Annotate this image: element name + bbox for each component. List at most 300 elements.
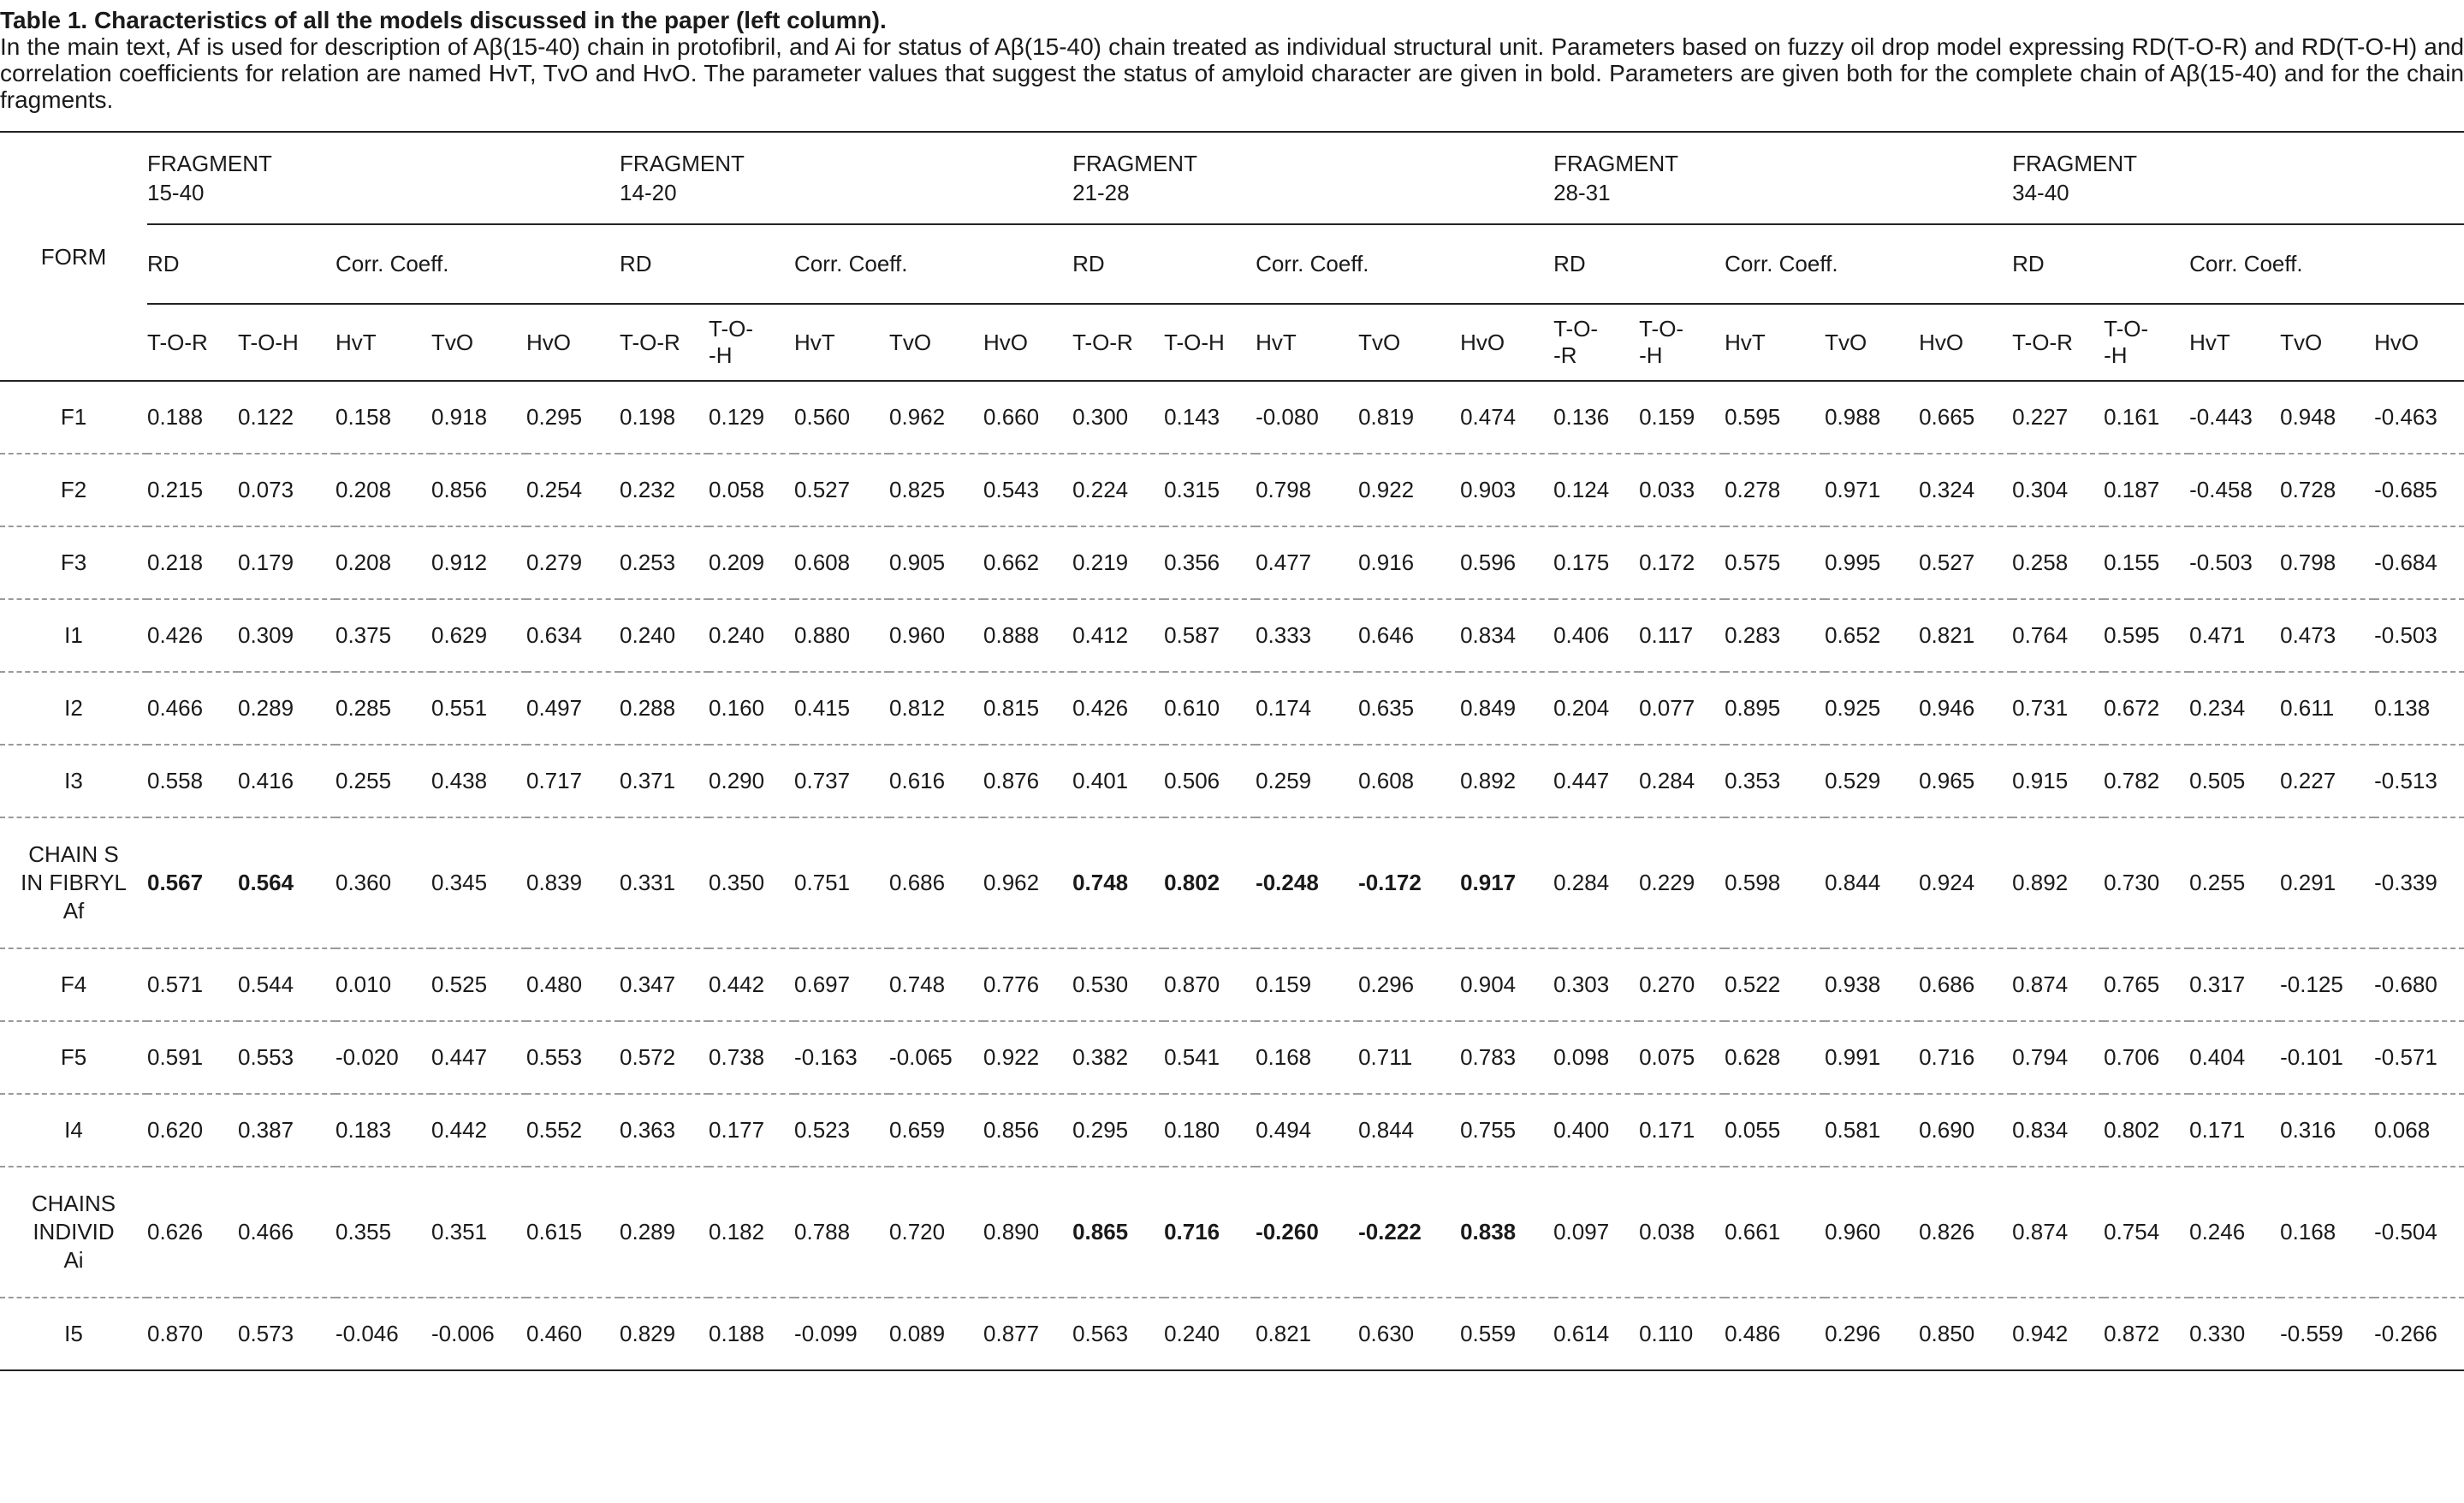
value-cell: 0.764: [2012, 599, 2104, 672]
value-cell: 0.960: [1825, 1167, 1919, 1298]
parameter-header: HvO: [983, 304, 1072, 381]
value-cell: 0.155: [2104, 526, 2189, 599]
value-cell: 0.751: [794, 817, 889, 948]
value-cell: -0.559: [2280, 1298, 2374, 1370]
value-cell: 0.316: [2280, 1094, 2374, 1167]
table-row: [0, 454, 2464, 526]
parameter-header: T-O-R: [2012, 304, 2104, 381]
value-cell: 0.353: [1725, 745, 1825, 817]
value-cell: 0.284: [1639, 745, 1725, 817]
value-cell: 0.333: [1256, 599, 1358, 672]
value-cell: 0.925: [1825, 672, 1919, 745]
form-cell: I4: [0, 1094, 147, 1167]
bold-value: 0.838: [1460, 1219, 1517, 1245]
value-cell: -0.101: [2280, 1021, 2374, 1094]
table-description: In the main text, Af is used for description of Aβ(15-40) chain in protofibril, and Ai for status of Aβ(15-40) chain treated as individual structural unit. Parameters based on fuzzy oil drop model expressing RD(T-O-R) and RD(T-O-H) and correlation coefficients for relation are named HvT, TvO and HvO. The parameter values that suggest the status of amyloid character are given in bold. Parameters are given both for the complete chain of Aβ(15-40) and for the chain fragments.: [0, 33, 2464, 113]
value-cell: -0.513: [2374, 745, 2464, 817]
value-cell: 0.660: [983, 381, 1072, 454]
value-cell: 0.356: [1164, 526, 1256, 599]
rd-group-header: RD: [147, 224, 335, 304]
value-cell: 0.177: [709, 1094, 794, 1167]
value-cell: -0.463: [2374, 381, 2464, 454]
value-cell: 0.610: [1164, 672, 1256, 745]
value-cell: 0.208: [335, 454, 431, 526]
value-cell: 0.234: [2189, 672, 2280, 745]
value-cell: 0.628: [1725, 1021, 1825, 1094]
value-cell: 0.415: [794, 672, 889, 745]
fragment-label: FRAGMENT: [1553, 151, 1678, 176]
value-cell: 0.291: [2280, 817, 2374, 948]
fragment-range: 14-20: [620, 180, 677, 205]
value-cell: 0.055: [1725, 1094, 1825, 1167]
value-cell: 0.527: [794, 454, 889, 526]
parameter-header: TvO: [1825, 304, 1919, 381]
value-cell: 0.587: [1164, 599, 1256, 672]
value-cell: 0.289: [238, 672, 335, 745]
value-cell: 0.558: [147, 745, 238, 817]
value-cell: 0.938: [1825, 948, 1919, 1021]
fragment-range: 15-40: [147, 180, 205, 205]
value-cell: 0.351: [431, 1167, 526, 1298]
table-row: [0, 672, 2464, 745]
value-cell: -0.503: [2374, 599, 2464, 672]
value-cell: 0.634: [526, 599, 620, 672]
value-cell: 0.960: [889, 599, 983, 672]
value-cell: 0.355: [335, 1167, 431, 1298]
value-cell: 0.068: [2374, 1094, 2464, 1167]
value-cell: 0.616: [889, 745, 983, 817]
value-cell: 0.892: [2012, 817, 2104, 948]
value-cell: 0.303: [1553, 948, 1639, 1021]
value-cell: 0.798: [1256, 454, 1358, 526]
fragment-label: FRAGMENT: [147, 151, 272, 176]
value-cell: 0.915: [2012, 745, 2104, 817]
value-cell: [1256, 817, 1358, 948]
fragment-header: [620, 132, 1072, 224]
parameter-header: T-O-R: [1072, 304, 1164, 381]
bold-value: 0.564: [238, 870, 294, 895]
value-cell: 0.168: [2280, 1167, 2374, 1298]
parameter-header: T-O- -H: [709, 304, 794, 381]
value-cell: -0.080: [1256, 381, 1358, 454]
value-cell: 0.595: [2104, 599, 2189, 672]
value-cell: 0.172: [1639, 526, 1725, 599]
value-cell: 0.614: [1553, 1298, 1639, 1370]
form-cell: I3: [0, 745, 147, 817]
value-cell: 0.888: [983, 599, 1072, 672]
value-cell: 0.404: [2189, 1021, 2280, 1094]
value-cell: 0.161: [2104, 381, 2189, 454]
value-cell: 0.183: [335, 1094, 431, 1167]
parameter-header: HvT: [335, 304, 431, 381]
value-cell: 0.416: [238, 745, 335, 817]
table-row: [0, 599, 2464, 672]
value-cell: 0.965: [1919, 745, 2012, 817]
value-cell: 0.289: [620, 1167, 709, 1298]
fragment-label: FRAGMENT: [1072, 151, 1197, 176]
value-cell: 0.442: [709, 948, 794, 1021]
value-cell: [1358, 817, 1460, 948]
value-cell: 0.227: [2280, 745, 2374, 817]
value-cell: 0.187: [2104, 454, 2189, 526]
value-cell: 0.360: [335, 817, 431, 948]
value-cell: 0.720: [889, 1167, 983, 1298]
value-cell: 0.098: [1553, 1021, 1639, 1094]
value-cell: 0.124: [1553, 454, 1639, 526]
value-cell: 0.596: [1460, 526, 1553, 599]
value-cell: 0.371: [620, 745, 709, 817]
value-cell: -0.125: [2280, 948, 2374, 1021]
bold-value: 0.567: [147, 870, 204, 895]
value-cell: 0.765: [2104, 948, 2189, 1021]
corr-coeff-group-header: Corr. Coeff.: [2189, 224, 2464, 304]
fragment-label: FRAGMENT: [620, 151, 745, 176]
form-cell: CHAINS INDIVID Ai: [0, 1167, 147, 1298]
value-cell: 0.474: [1460, 381, 1553, 454]
value-cell: 0.716: [1919, 1021, 2012, 1094]
value-cell: 0.630: [1358, 1298, 1460, 1370]
value-cell: 0.283: [1725, 599, 1825, 672]
value-cell: [147, 817, 238, 948]
value-cell: 0.350: [709, 817, 794, 948]
value-cell: -0.504: [2374, 1167, 2464, 1298]
bold-value: 0.802: [1164, 870, 1220, 895]
value-cell: 0.794: [2012, 1021, 2104, 1094]
value-cell: -0.680: [2374, 948, 2464, 1021]
value-cell: -0.685: [2374, 454, 2464, 526]
parameter-header: TvO: [431, 304, 526, 381]
value-cell: 0.168: [1256, 1021, 1358, 1094]
value-cell: 0.198: [620, 381, 709, 454]
value-cell: 0.229: [1639, 817, 1725, 948]
fragment-header: [2012, 132, 2464, 224]
value-cell: 0.551: [431, 672, 526, 745]
value-cell: 0.856: [983, 1094, 1072, 1167]
value-cell: -0.684: [2374, 526, 2464, 599]
value-cell: 0.382: [1072, 1021, 1164, 1094]
value-cell: 0.331: [620, 817, 709, 948]
table-row: [0, 817, 2464, 948]
value-cell: 0.728: [2280, 454, 2374, 526]
value-cell: 0.581: [1825, 1094, 1919, 1167]
value-cell: 0.635: [1358, 672, 1460, 745]
value-cell: -0.163: [794, 1021, 889, 1094]
value-cell: 0.204: [1553, 672, 1639, 745]
value-cell: 0.179: [238, 526, 335, 599]
value-cell: 0.552: [526, 1094, 620, 1167]
parameter-header: TvO: [2280, 304, 2374, 381]
value-cell: 0.284: [1553, 817, 1639, 948]
rd-group-header: RD: [620, 224, 794, 304]
value-cell: 0.872: [2104, 1298, 2189, 1370]
value-cell: 0.073: [238, 454, 335, 526]
value-cell: 0.253: [620, 526, 709, 599]
value-cell: 0.171: [2189, 1094, 2280, 1167]
rd-group-header: RD: [2012, 224, 2189, 304]
value-cell: 0.218: [147, 526, 238, 599]
value-cell: 0.553: [238, 1021, 335, 1094]
fragment-range: 21-28: [1072, 180, 1130, 205]
value-cell: 0.129: [709, 381, 794, 454]
value-cell: 0.812: [889, 672, 983, 745]
parameter-header: TvO: [889, 304, 983, 381]
parameter-header: HvT: [794, 304, 889, 381]
value-cell: -0.503: [2189, 526, 2280, 599]
value-cell: -0.266: [2374, 1298, 2464, 1370]
value-cell: 0.738: [709, 1021, 794, 1094]
value-cell: 0.652: [1825, 599, 1919, 672]
value-cell: 0.330: [2189, 1298, 2280, 1370]
value-cell: 0.922: [983, 1021, 1072, 1094]
value-cell: -0.065: [889, 1021, 983, 1094]
parameter-header: HvO: [526, 304, 620, 381]
value-cell: 0.038: [1639, 1167, 1725, 1298]
value-cell: 0.033: [1639, 454, 1725, 526]
value-cell: 0.473: [2280, 599, 2374, 672]
value-cell: 0.117: [1639, 599, 1725, 672]
value-cell: 0.844: [1358, 1094, 1460, 1167]
rd-group-header: RD: [1072, 224, 1256, 304]
value-cell: 0.122: [238, 381, 335, 454]
value-cell: 0.347: [620, 948, 709, 1021]
parameter-header: T-O- -H: [2104, 304, 2189, 381]
table-title: Table 1. Characteristics of all the models discussed in the paper (left column).: [0, 7, 887, 33]
value-cell: 0.754: [2104, 1167, 2189, 1298]
form-cell: CHAIN S IN FIBRYL Af: [0, 817, 147, 948]
value-cell: 0.412: [1072, 599, 1164, 672]
value-cell: 0.477: [1256, 526, 1358, 599]
value-cell: 0.849: [1460, 672, 1553, 745]
value-cell: [238, 817, 335, 948]
value-cell: 0.905: [889, 526, 983, 599]
value-cell: -0.443: [2189, 381, 2280, 454]
value-cell: [1460, 1167, 1553, 1298]
value-cell: 0.315: [1164, 454, 1256, 526]
value-cell: 0.527: [1919, 526, 2012, 599]
value-cell: 0.175: [1553, 526, 1639, 599]
value-cell: 0.802: [2104, 1094, 2189, 1167]
value-cell: 0.159: [1639, 381, 1725, 454]
value-cell: 0.159: [1256, 948, 1358, 1021]
value-cell: 0.912: [431, 526, 526, 599]
value-cell: 0.541: [1164, 1021, 1256, 1094]
value-cell: 0.522: [1725, 948, 1825, 1021]
value-cell: 0.529: [1825, 745, 1919, 817]
value-cell: 0.300: [1072, 381, 1164, 454]
table-caption: [0, 0, 2464, 113]
value-cell: 0.629: [431, 599, 526, 672]
value-cell: 0.246: [2189, 1167, 2280, 1298]
value-cell: 0.406: [1553, 599, 1639, 672]
bold-value: -0.260: [1256, 1219, 1319, 1245]
value-cell: 0.661: [1725, 1167, 1825, 1298]
value-cell: [1164, 817, 1256, 948]
corr-coeff-group-header: Corr. Coeff.: [1725, 224, 2012, 304]
value-cell: 0.706: [2104, 1021, 2189, 1094]
value-cell: 0.711: [1358, 1021, 1460, 1094]
value-cell: 0.447: [431, 1021, 526, 1094]
value-cell: 0.525: [431, 948, 526, 1021]
value-cell: 0.447: [1553, 745, 1639, 817]
value-cell: -0.458: [2189, 454, 2280, 526]
value-cell: 0.188: [709, 1298, 794, 1370]
value-cell: 0.560: [794, 381, 889, 454]
parameter-header: HvO: [2374, 304, 2464, 381]
value-cell: 0.782: [2104, 745, 2189, 817]
value-cell: 0.821: [1256, 1298, 1358, 1370]
value-cell: 0.160: [709, 672, 794, 745]
value-cell: 0.924: [1919, 817, 2012, 948]
bold-value: 0.865: [1072, 1219, 1129, 1245]
value-cell: 0.821: [1919, 599, 2012, 672]
value-cell: 0.870: [147, 1298, 238, 1370]
value-cell: 0.270: [1639, 948, 1725, 1021]
parameter-header: T-O-H: [238, 304, 335, 381]
value-cell: 0.363: [620, 1094, 709, 1167]
value-cell: 0.553: [526, 1021, 620, 1094]
value-cell: 0.442: [431, 1094, 526, 1167]
value-cell: 0.697: [794, 948, 889, 1021]
value-cell: 0.401: [1072, 745, 1164, 817]
value-cell: 0.839: [526, 817, 620, 948]
value-cell: 0.620: [147, 1094, 238, 1167]
value-cell: [1164, 1167, 1256, 1298]
bold-value: -0.248: [1256, 870, 1319, 895]
value-cell: 0.232: [620, 454, 709, 526]
value-cell: 0.916: [1358, 526, 1460, 599]
value-cell: 0.815: [983, 672, 1072, 745]
value-cell: 0.962: [889, 381, 983, 454]
value-cell: 0.874: [2012, 1167, 2104, 1298]
value-cell: 0.110: [1639, 1298, 1725, 1370]
value-cell: 0.010: [335, 948, 431, 1021]
value-cell: 0.672: [2104, 672, 2189, 745]
value-cell: 0.324: [1919, 454, 2012, 526]
value-cell: 0.850: [1919, 1298, 2012, 1370]
value-cell: 0.255: [335, 745, 431, 817]
value-cell: 0.240: [620, 599, 709, 672]
value-cell: 0.143: [1164, 381, 1256, 454]
value-cell: 0.825: [889, 454, 983, 526]
value-cell: 0.174: [1256, 672, 1358, 745]
value-cell: 0.844: [1825, 817, 1919, 948]
value-cell: 0.626: [147, 1167, 238, 1298]
fragment-header: [1072, 132, 1553, 224]
bold-value: 0.917: [1460, 870, 1517, 895]
value-cell: 0.400: [1553, 1094, 1639, 1167]
value-cell: 0.659: [889, 1094, 983, 1167]
form-cell: F2: [0, 454, 147, 526]
value-cell: 0.948: [2280, 381, 2374, 454]
value-cell: 0.595: [1725, 381, 1825, 454]
value-cell: 0.662: [983, 526, 1072, 599]
value-cell: 0.748: [889, 948, 983, 1021]
value-cell: 0.788: [794, 1167, 889, 1298]
rd-group-header: RD: [1553, 224, 1725, 304]
value-cell: 0.288: [620, 672, 709, 745]
value-cell: 0.387: [238, 1094, 335, 1167]
value-cell: 0.874: [2012, 948, 2104, 1021]
value-cell: 0.279: [526, 526, 620, 599]
value-cell: -0.006: [431, 1298, 526, 1370]
value-cell: [1460, 817, 1553, 948]
value-cell: 0.304: [2012, 454, 2104, 526]
value-cell: 0.494: [1256, 1094, 1358, 1167]
value-cell: 0.258: [2012, 526, 2104, 599]
value-cell: 0.136: [1553, 381, 1639, 454]
value-cell: 0.686: [889, 817, 983, 948]
value-cell: 0.077: [1639, 672, 1725, 745]
value-cell: 0.208: [335, 526, 431, 599]
parameter-header: HvT: [1256, 304, 1358, 381]
value-cell: 0.544: [238, 948, 335, 1021]
form-cell: I2: [0, 672, 147, 745]
table-row: [0, 745, 2464, 817]
value-cell: -0.339: [2374, 817, 2464, 948]
value-cell: 0.438: [431, 745, 526, 817]
value-cell: 0.798: [2280, 526, 2374, 599]
value-cell: 0.690: [1919, 1094, 2012, 1167]
form-cell: I5: [0, 1298, 147, 1370]
form-cell: F1: [0, 381, 147, 454]
value-cell: 0.530: [1072, 948, 1164, 1021]
value-cell: 0.296: [1358, 948, 1460, 1021]
table-row: [0, 381, 2464, 454]
parameter-header: HvO: [1919, 304, 2012, 381]
value-cell: 0.097: [1553, 1167, 1639, 1298]
value-cell: 0.375: [335, 599, 431, 672]
parameter-header: HvO: [1460, 304, 1553, 381]
form-cell: F4: [0, 948, 147, 1021]
value-cell: 0.158: [335, 381, 431, 454]
value-cell: 0.506: [1164, 745, 1256, 817]
value-cell: 0.486: [1725, 1298, 1825, 1370]
value-cell: 0.138: [2374, 672, 2464, 745]
value-cell: 0.559: [1460, 1298, 1553, 1370]
fragment-range: 28-31: [1553, 180, 1611, 205]
value-cell: [1072, 817, 1164, 948]
value-cell: 0.755: [1460, 1094, 1553, 1167]
form-column-header: FORM: [0, 132, 147, 381]
value-cell: 0.224: [1072, 454, 1164, 526]
value-cell: 0.826: [1919, 1167, 2012, 1298]
value-cell: 0.895: [1725, 672, 1825, 745]
value-cell: 0.890: [983, 1167, 1072, 1298]
value-cell: 0.819: [1358, 381, 1460, 454]
table-row: [0, 948, 2464, 1021]
value-cell: 0.240: [709, 599, 794, 672]
value-cell: 0.834: [2012, 1094, 2104, 1167]
value-cell: 0.995: [1825, 526, 1919, 599]
value-cell: 0.876: [983, 745, 1072, 817]
value-cell: 0.209: [709, 526, 794, 599]
value-cell: 0.904: [1460, 948, 1553, 1021]
value-cell: 0.608: [1358, 745, 1460, 817]
table-row: [0, 1021, 2464, 1094]
value-cell: 0.571: [147, 948, 238, 1021]
value-cell: 0.575: [1725, 526, 1825, 599]
parameter-header: T-O-H: [1164, 304, 1256, 381]
form-cell: F3: [0, 526, 147, 599]
parameter-header: T-O- -H: [1639, 304, 1725, 381]
fragment-header: [1553, 132, 2012, 224]
value-cell: 0.188: [147, 381, 238, 454]
bold-value: -0.222: [1358, 1219, 1422, 1245]
value-cell: 0.877: [983, 1298, 1072, 1370]
value-cell: -0.046: [335, 1298, 431, 1370]
value-cell: 0.254: [526, 454, 620, 526]
value-cell: 0.573: [238, 1298, 335, 1370]
